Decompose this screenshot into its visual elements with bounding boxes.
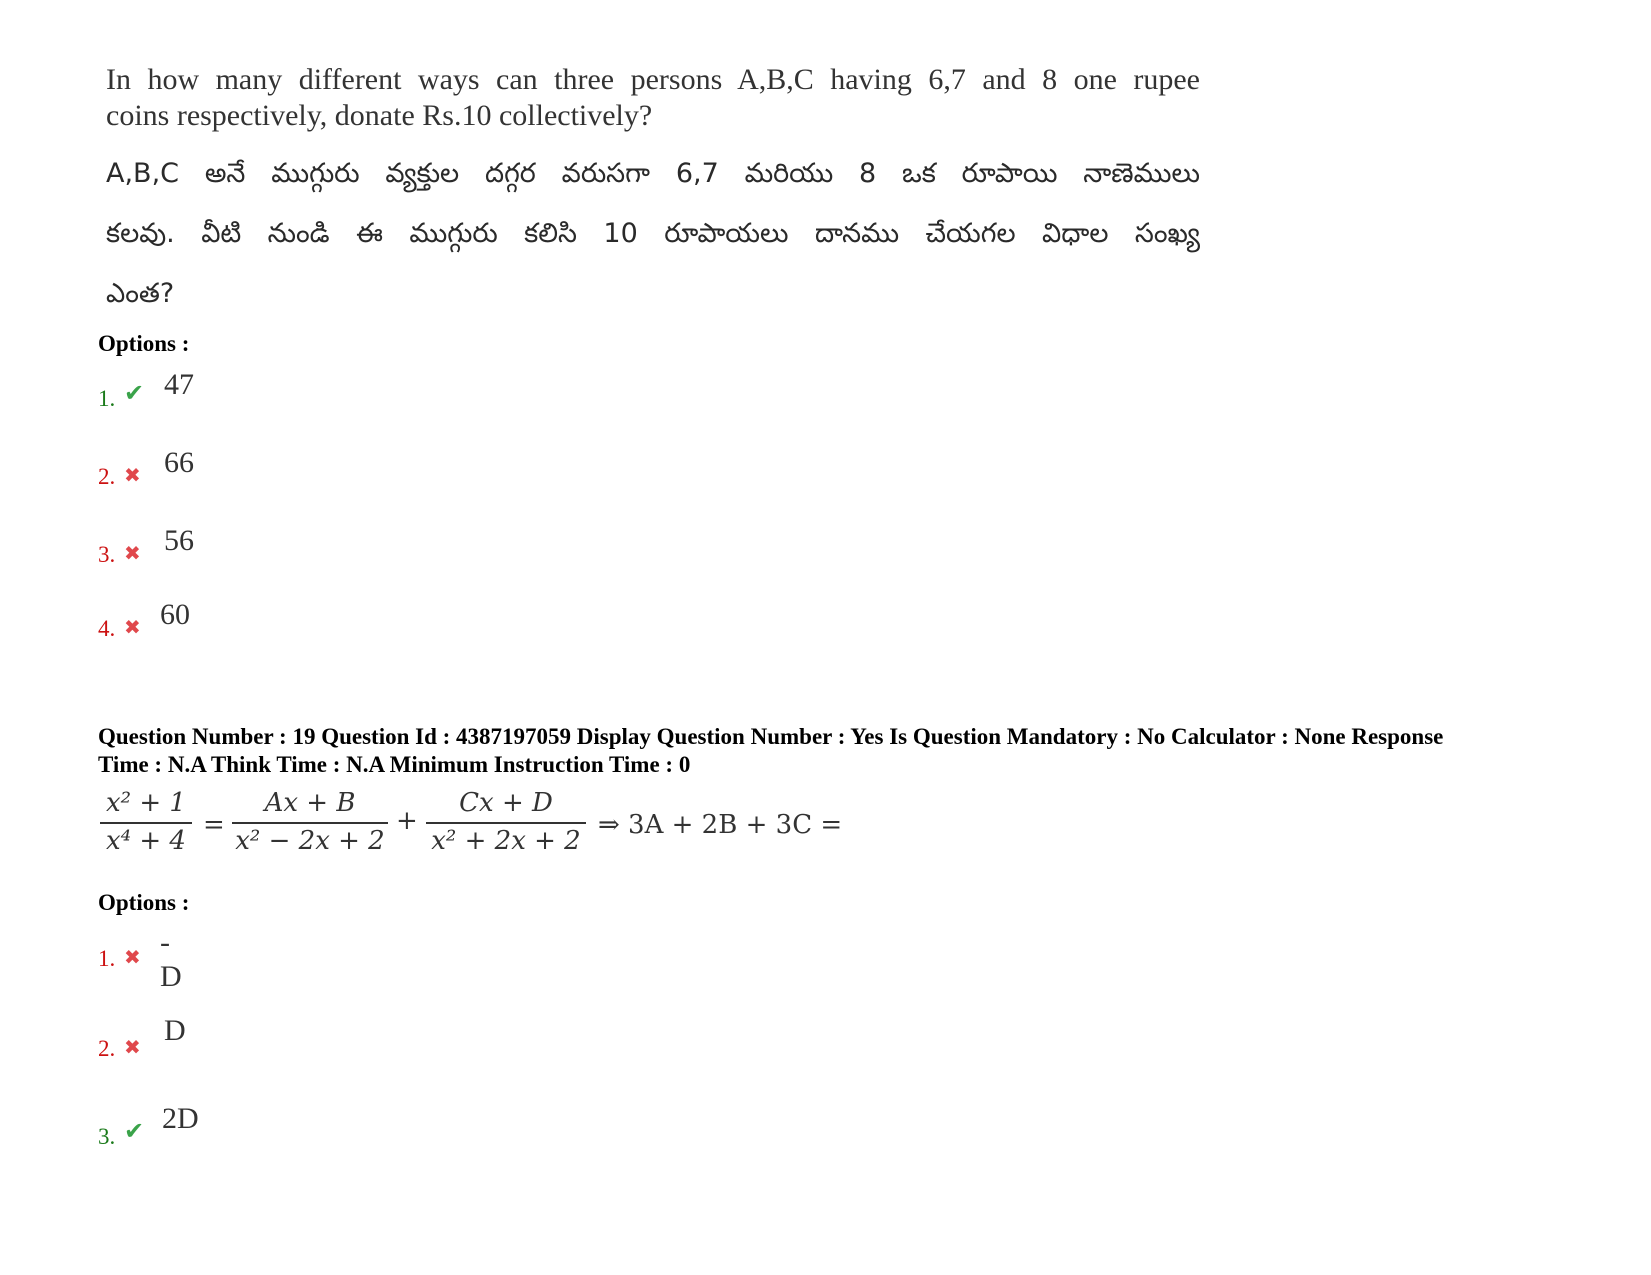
question-text-line-1: In how many different ways can three persons A,B,C having 6,7 and 8 one rupee <box>106 63 1200 96</box>
fraction-term-2 <box>426 788 586 856</box>
equals-sign: = <box>203 810 225 840</box>
fraction-denominator: x² − 2x + 2 <box>235 826 385 856</box>
option-value: 2D <box>162 1102 199 1135</box>
cross-icon: ✖ <box>124 465 141 487</box>
option-number: 3. <box>98 1124 116 1149</box>
options-label: Options : <box>98 331 190 356</box>
question-meta-line-1: Question Number : 19 Question Id : 4387197059 Display Question Number : Yes Is Question Mandatory : No Calculator : None Response <box>98 724 1444 749</box>
fraction-denominator: x⁴ + 4 <box>106 826 186 856</box>
option-number: 2. <box>98 1036 116 1061</box>
fraction-bar <box>100 822 192 824</box>
cross-icon: ✖ <box>124 947 141 969</box>
fraction-term-1 <box>232 788 388 856</box>
equation-rhs: ⇒ 3A + 2B + 3C = <box>598 810 843 840</box>
option-number: 1. <box>98 946 116 971</box>
fraction-bar <box>232 822 388 824</box>
question-meta-line-2: Time : N.A Think Time : N.A Minimum Instruction Time : 0 <box>98 752 691 777</box>
check-icon: ✔ <box>124 1119 145 1145</box>
option-value: 56 <box>164 524 194 557</box>
question-telugu-line-3: ఎంత? <box>106 278 175 309</box>
fraction-numerator: Ax + B <box>264 788 356 818</box>
option-value: -D <box>160 926 182 993</box>
option-value: 66 <box>164 446 194 479</box>
option-number: 2. <box>98 464 116 489</box>
question-text-line-2: coins respectively, donate Rs.10 collectively? <box>106 99 653 132</box>
fraction-numerator: x² + 1 <box>106 788 186 818</box>
cross-icon: ✖ <box>124 543 141 565</box>
option-value: 47 <box>164 368 194 401</box>
question-telugu-line-2: కలవు. వీటి నుండి ఈ ముగ్గురు కలిసి 10 రూపాయలు దానము చేయగల విధాల సంఖ్య <box>106 218 1200 249</box>
option-number: 3. <box>98 542 116 567</box>
fraction-numerator: Cx + D <box>459 788 553 818</box>
fraction-denominator: x² + 2x + 2 <box>431 826 581 856</box>
fraction-bar <box>426 822 586 824</box>
options-label: Options : <box>98 890 190 915</box>
fraction-lhs <box>100 788 192 856</box>
option-value: D <box>164 1014 186 1047</box>
option-number: 4. <box>98 616 116 641</box>
option-value: 60 <box>160 598 190 631</box>
option-number: 1. <box>98 386 116 411</box>
cross-icon: ✖ <box>124 1037 141 1059</box>
cross-icon: ✖ <box>124 617 141 639</box>
plus-sign: + <box>396 806 418 836</box>
check-icon: ✔ <box>124 381 145 407</box>
question-telugu-line-1: A,B,C అనే ముగ్గురు వ్యక్తుల దగ్గర వరుసగా 6,7 మరియు 8 ఒక రూపాయి నాణెములు <box>106 158 1200 189</box>
